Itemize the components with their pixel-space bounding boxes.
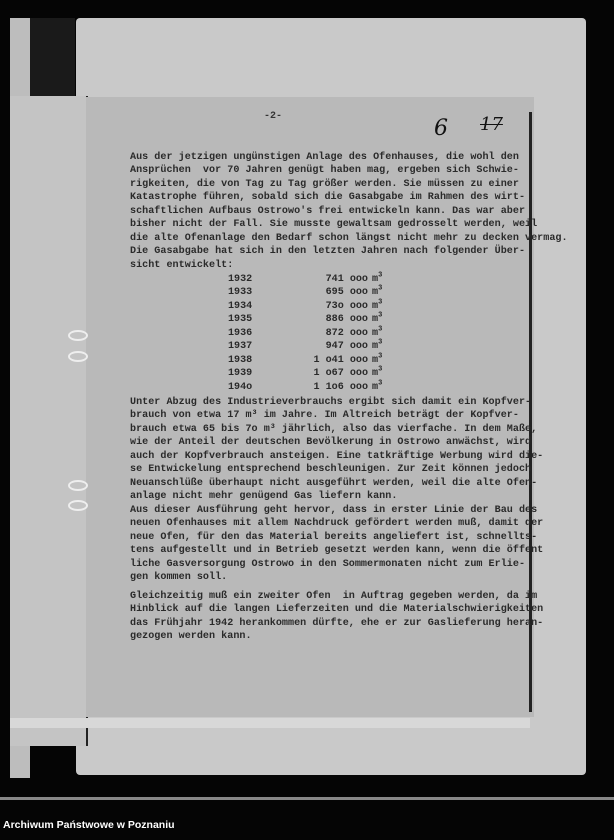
- volume-cell: 695 ooo: [325, 287, 368, 299]
- unit-exponent: 3: [378, 311, 383, 320]
- unit-exponent: 3: [378, 285, 383, 294]
- handwritten-folio-number: 6: [434, 116, 448, 141]
- table-row: [228, 273, 382, 286]
- paragraph-4: [130, 590, 543, 644]
- gas-output-table: [228, 273, 382, 394]
- text-line: das Frühjahr 1942 herankommen dürfte, ehe er zur Gaslieferung heran-: [130, 617, 544, 629]
- year-cell: 1933: [228, 287, 253, 299]
- unit: m: [372, 287, 379, 299]
- year-cell: 1932: [228, 274, 253, 285]
- year-cell: 1934: [228, 300, 253, 312]
- text-line: Hinblick auf die langen Lieferzeiten und die Materialschwierigkeiten: [130, 604, 544, 616]
- text-line: Unter Abzug des Industrieverbrauchs ergibt sich damit ein Kopfver-: [130, 397, 532, 408]
- binder-ring-icon: [68, 351, 88, 362]
- unit-exponent: 3: [378, 352, 383, 361]
- table-row: [228, 327, 382, 340]
- text-line: anlage nicht mehr genügend Gas liefern kann.: [130, 491, 398, 503]
- unit: m: [372, 314, 379, 326]
- binder-ring-icon: [68, 330, 88, 341]
- text-line: neuen Ofenhauses mit allem Nachdruck gefördert werden muß, damit der: [130, 518, 544, 530]
- volume-cell: 741 ooo: [325, 274, 368, 285]
- unit-exponent: 3: [378, 338, 383, 347]
- paragraph-3: [130, 504, 543, 585]
- folder-shadow: [30, 18, 75, 98]
- folder-bottom-edge: [10, 718, 530, 728]
- text-line: Gleichzeitig muß ein zweiter Ofen in Auftrag gegeben werden, da im: [130, 591, 538, 602]
- year-cell: 1935: [228, 314, 253, 326]
- text-line: Aus der jetzigen ungünstigen Anlage des Ofenhauses, die wohl den: [130, 152, 519, 163]
- text-line: neue Ofen, für den das Material bereits angeliefert ist, schnellts-: [130, 531, 538, 543]
- text-line: Die Gasabgabe hat sich in den letzten Jahren nach folgender Über-: [130, 246, 526, 258]
- table-row: [228, 313, 382, 326]
- volume-cell: 947 ooo: [325, 341, 368, 353]
- page-number: -2-: [264, 111, 283, 122]
- text-line: Katastrophe führen, sobald sich die Gasabgabe im Rahmen des wirt-: [130, 192, 526, 204]
- unit: m: [372, 274, 379, 285]
- table-row: [228, 381, 382, 394]
- folder-cover: [10, 96, 88, 746]
- unit-exponent: 3: [378, 271, 383, 280]
- volume-cell: 1 o67 ooo: [313, 368, 368, 380]
- unit: m: [372, 341, 379, 353]
- text-line: auch der Kopfverbrauch ansteigen. Eine tatkräftige Werbung wird die-: [130, 450, 544, 462]
- year-cell: 1936: [228, 327, 253, 339]
- year-cell: 1939: [228, 368, 253, 380]
- table-row: [228, 300, 382, 313]
- unit-exponent: 3: [378, 365, 383, 374]
- text-line: gen kommen soll.: [130, 572, 228, 584]
- unit: m: [372, 354, 379, 366]
- year-cell: 194o: [228, 381, 253, 393]
- text-line: se Entwickelung entsprechend beschleunigen. Zur Zeit können jedoch: [130, 464, 532, 476]
- year-cell: 1938: [228, 354, 253, 366]
- unit: m: [372, 381, 379, 393]
- unit-exponent: 3: [378, 298, 383, 307]
- struck-folio-number: 17: [480, 114, 503, 135]
- text-line: Neuanschlüße überhaupt nicht ausgeführt werden, weil die alte Ofen-: [130, 477, 538, 489]
- footer-divider: [0, 797, 614, 800]
- text-line: liche Gasversorgung Ostrowo in den Sommermonaten nicht zum Erlie-: [130, 558, 526, 570]
- text-line: Aus dieser Ausführung geht hervor, dass in erster Linie der Bau des: [130, 505, 538, 516]
- text-line: brauch etwa 65 bis 7o m³ jährlich, also das vierfache. In dem Maße,: [130, 423, 538, 435]
- text-line: die alte Ofenanlage den Bedarf schon längst nicht mehr zu decken vermag.: [130, 232, 568, 244]
- unit-exponent: 3: [378, 379, 383, 388]
- unit-cell: [372, 381, 382, 394]
- unit: m: [372, 327, 379, 339]
- archive-name: Archiwum Państwowe w Poznaniu: [3, 819, 175, 831]
- volume-cell: 1 o41 ooo: [313, 354, 368, 366]
- binder-ring-icon: [68, 480, 88, 491]
- volume-cell: 1 1o6 ooo: [313, 381, 368, 393]
- text-line: schaftlichen Aufbaus Ostrowo's frei entwickeln kann. Das war aber: [130, 205, 526, 217]
- text-line: tens aufgestellt und in Betrieb gesetzt werden kann, wenn die öffent: [130, 545, 544, 557]
- paragraph-2: [130, 396, 543, 504]
- text-line: gezogen werden kann.: [130, 631, 252, 643]
- year-cell: 1937: [228, 341, 253, 353]
- text-line: brauch von etwa 17 m³ im Jahre. Im Altreich beträgt der Kopfver-: [130, 410, 519, 422]
- volume-cell: 886 ooo: [325, 314, 368, 326]
- unit-exponent: 3: [378, 325, 383, 334]
- text-line: Ansprüchen vor 70 Jahren genügt haben mag, ergeben sich Schwie-: [130, 165, 519, 177]
- text-line: wie der Anteil der deutschen Bevölkerung in Ostrowo anwächst, wird: [130, 437, 532, 449]
- table-row: [228, 367, 382, 380]
- table-row: [228, 340, 382, 353]
- table-row: [228, 354, 382, 367]
- volume-cell: 73o ooo: [325, 300, 368, 312]
- table-row: [228, 286, 382, 299]
- unit: m: [372, 368, 379, 380]
- volume-cell: 872 ooo: [325, 327, 368, 339]
- text-line: sicht entwickelt:: [130, 259, 234, 271]
- binder-ring-icon: [68, 500, 88, 511]
- paragraph-1: [130, 151, 568, 272]
- text-line: rigkeiten, die von Tag zu Tag größer werden. Sie müssen zu einer: [130, 178, 519, 190]
- unit: m: [372, 300, 379, 312]
- text-line: bisher nicht der Fall. Sie musste gewaltsam gedrosselt werden, weil: [130, 219, 538, 231]
